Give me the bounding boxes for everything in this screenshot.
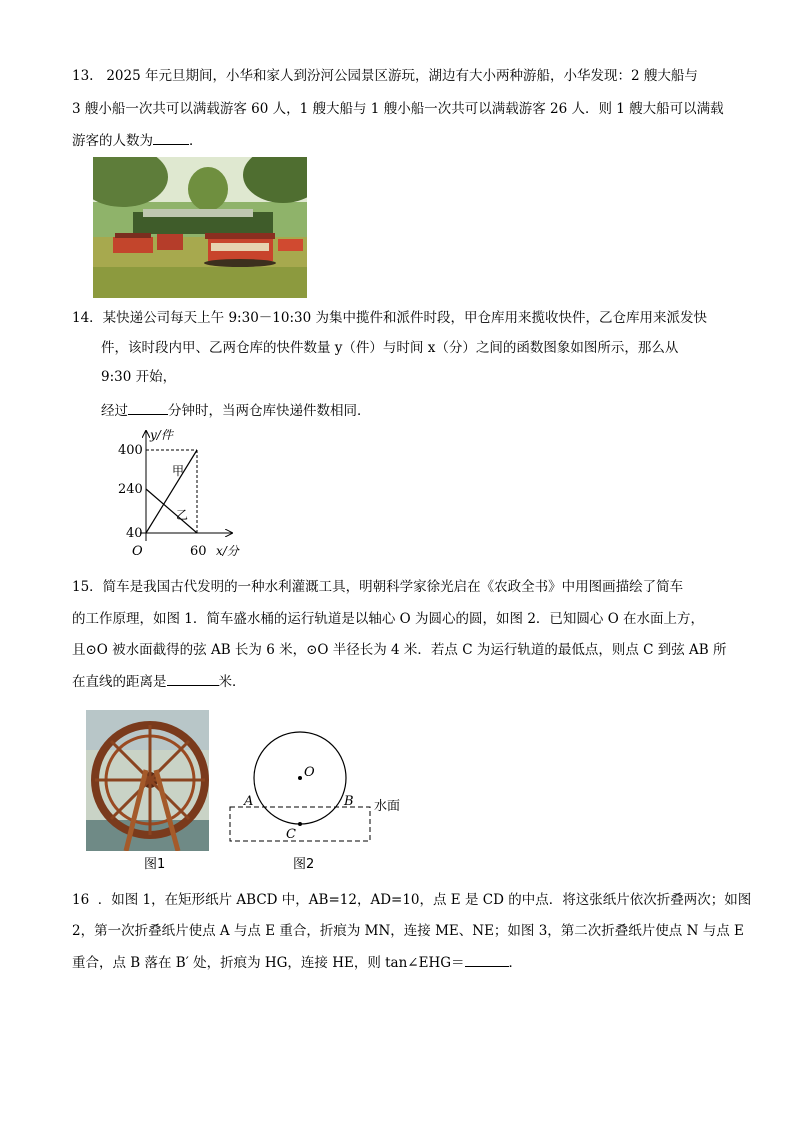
x-tick-60: 60 — [190, 544, 207, 559]
y-tick-400: 400 — [118, 443, 143, 458]
q15-line-3: 且⊙O 被水面截得的弦 AB 长为 6 米，⊙O 半径长为 4 米．若点 C 为运行轨道的最低点，则点 C 到弦 AB 所 — [72, 642, 727, 658]
q13-end: ． — [189, 133, 203, 149]
q14-function-graph — [110, 425, 260, 565]
q16-end: ． — [508, 955, 523, 971]
boat-lake-photo — [93, 157, 307, 298]
q16-line-2: 2，第一次折叠纸片使点 A 与点 E 重合，折痕为 MN，连接 ME、NE；如图 3，第二次折叠纸片使点 N 与点 E — [72, 923, 744, 939]
q16-line-1: 16 ．如图 1，在矩形纸片 ABCD 中，AB=12，AD=10，点 E 是 CD 的中点．将这张纸片依次折叠两次；如图 — [72, 892, 752, 908]
q15-circle-diagram — [222, 730, 412, 848]
center-label: O — [304, 765, 315, 780]
point-a-label: A — [244, 794, 254, 809]
q14-answer-blank[interactable] — [128, 400, 168, 415]
line-jia — [146, 450, 197, 533]
q14-prompt: 经过 — [101, 403, 128, 419]
q15-answer-blank[interactable] — [167, 671, 219, 686]
origin-label: O — [132, 544, 143, 559]
q15-line-2: 的工作原理，如图 1．简车盛水桶的运行轨道是以轴心 O 为圆心的圆，如图 2．已知圆心 O 在水面上方， — [72, 611, 705, 627]
x-axis-label: x/分 — [216, 544, 239, 558]
q14-end: 分钟时，当两仓库快递件数相同． — [168, 403, 371, 419]
fig1-caption: 图1 — [144, 857, 166, 872]
line-yi — [146, 489, 197, 533]
q13-prompt: 游客的人数为 — [72, 133, 153, 149]
point-c-dot — [298, 822, 302, 826]
q16-line-3 — [72, 952, 522, 973]
y-tick-40: 40 — [126, 526, 143, 541]
y-tick-240: 240 — [118, 482, 143, 497]
q13-line-3 — [72, 130, 203, 151]
q14-line-3: 9:30 开始， — [101, 369, 177, 385]
q14-line-4 — [101, 400, 371, 421]
center-dot — [298, 776, 302, 780]
q16-prompt: 重合，点 B 落在 B′ 处，折痕为 HG，连接 HE，则 tan∠EHG＝ — [72, 955, 465, 971]
q15-line-4 — [72, 671, 246, 692]
q13-line-1: 13. 2025 年元旦期间，小华和家人到汾河公园景区游玩，湖边有大小两种游船，小华发现：2 艘大船与 — [72, 68, 698, 84]
q14-line-1: 14．某快递公司每天上午 9:30－10:30 为集中揽件和派件时段，甲仓库用来揽收快件，乙仓库用来派发快 — [72, 310, 707, 326]
y-axis-label: y/件 — [150, 428, 173, 442]
fig2-caption: 图2 — [293, 857, 315, 872]
q16-answer-blank[interactable] — [465, 952, 509, 967]
q15-line-1: 15．简车是我国古代发明的一种水利灌溉工具，明朝科学家徐光启在《农政全书》中用图画描绘了简车 — [72, 579, 684, 595]
line-jia-label: 甲 — [172, 464, 185, 478]
q13-answer-blank[interactable] — [153, 130, 189, 145]
line-yi-label: 乙 — [176, 508, 189, 522]
q15-prompt: 在直线的距离是 — [72, 674, 167, 690]
q15-end: 米． — [218, 674, 246, 690]
water-label: 水面 — [374, 799, 401, 814]
point-c-label: C — [286, 827, 296, 842]
q13-line-2: 3 艘小船一次共可以满载游客 60 人，1 艘大船与 1 艘小船一次共可以满载游客 26 人．则 1 艘大船可以满载 — [72, 101, 724, 117]
q14-line-2: 件，该时段内甲、乙两仓库的快件数量 y（件）与时间 x（分）之间的函数图象如图所示，那么从 — [101, 340, 679, 356]
waterwheel-photo — [86, 710, 209, 851]
point-b-label: B — [344, 794, 354, 809]
